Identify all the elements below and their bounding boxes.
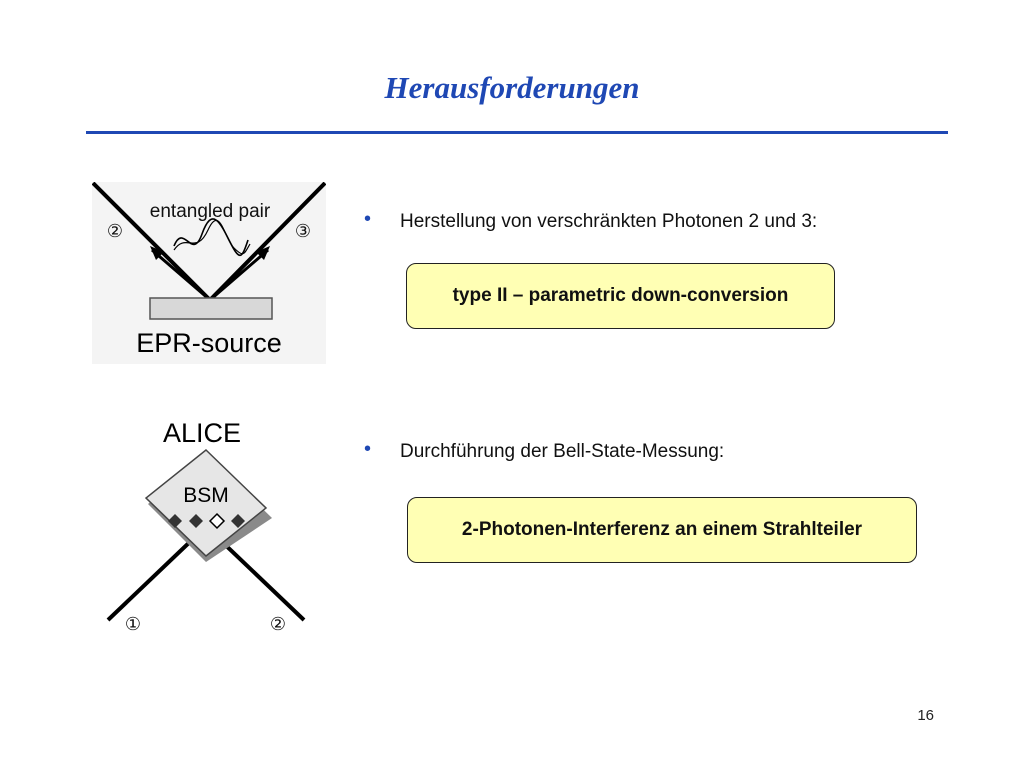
beam-right (218, 538, 304, 620)
highlight-box-1 (406, 263, 835, 329)
photon-2-marker: ② (269, 614, 287, 634)
bullet-dot-icon: • (364, 438, 372, 460)
bullet-dot-icon: • (364, 208, 372, 230)
slide-title: Herausforderungen (384, 70, 640, 105)
photon-1-marker: ① (124, 614, 142, 634)
highlight-box-text: type II – parametric down-conversion (452, 285, 789, 306)
epr-source-figure (92, 182, 326, 364)
entangled-pair-label: entangled pair (149, 201, 271, 222)
photon-3-marker: ③ (294, 221, 312, 242)
alice-label: ALICE (162, 418, 242, 448)
highlight-box-text: 2-Photonen-Interferenz an einem Strahlteiler (461, 519, 863, 540)
page-number: 16 (917, 707, 934, 724)
bullet-text: Herstellung von verschränkten Photonen 2 und 3: (400, 211, 818, 232)
bullet-text: Durchführung der Bell-State-Messung: (400, 441, 725, 462)
bsm-label: BSM (183, 484, 229, 507)
epr-source-label: EPR-source (136, 328, 282, 358)
crystal-icon (150, 298, 272, 319)
alice-bsm-figure (106, 410, 306, 634)
beam-left (108, 538, 194, 620)
title-divider (86, 131, 948, 134)
photon-2-marker: ② (106, 221, 124, 242)
highlight-box-2 (407, 497, 917, 563)
